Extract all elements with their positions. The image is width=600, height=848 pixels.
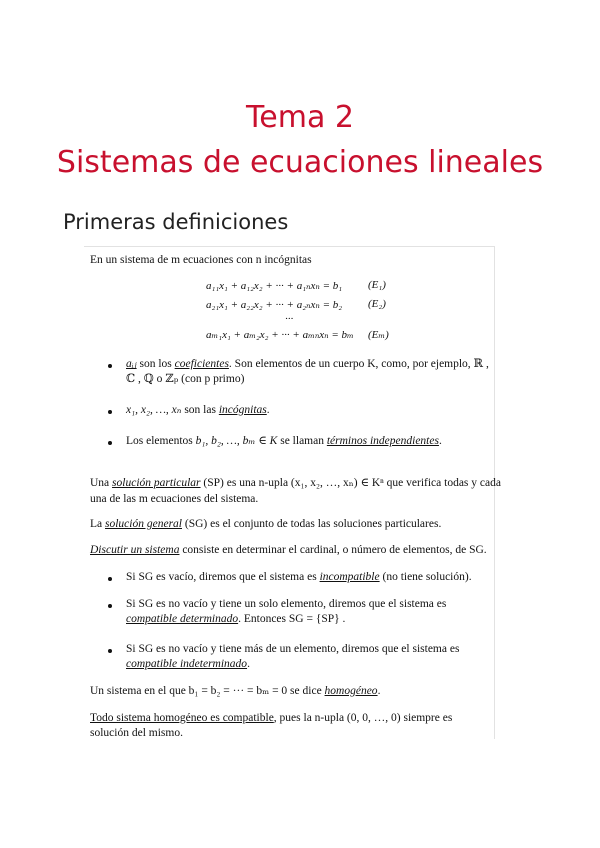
bullet-icon [108, 577, 112, 581]
text-span: . [438, 435, 442, 447]
section-heading: Primeras definiciones [63, 210, 289, 234]
text-span: La [90, 518, 106, 530]
particular-solution-link: solución particular [112, 477, 201, 489]
discuss-system-link: Discutir un sistema [90, 544, 180, 556]
particular-solution-line [90, 476, 501, 490]
text-span: Un sistema en el que b₁ = b₂ = ··· = bₘ = 0 se dice [90, 685, 325, 697]
text-span: . [377, 685, 381, 697]
chapter-title: Sistemas de ecuaciones lineales [56, 145, 544, 180]
text-span: (SP) es una n-upla (x₁, x₂, …, xₙ) ∈ Kⁿ que verifica todas y cada [200, 477, 501, 489]
unknowns-link: incógnitas [218, 404, 267, 416]
bullet-icon [108, 364, 112, 368]
independent-terms-link: términos independientes [326, 435, 439, 447]
fields-line: ℂ , ℚ o ℤₚ (con p primo) [126, 373, 245, 385]
homogeneous-compatible-line [90, 711, 452, 725]
math-span: x₁, x₂, …, xₙ [126, 404, 182, 416]
text-span: . [266, 404, 270, 416]
text-span: se llaman [277, 435, 327, 447]
text-span: (no tiene solución). [379, 571, 472, 583]
particular-solution-line-2: una de las m ecuaciones del sistema. [90, 493, 259, 505]
text-span: son las [181, 404, 219, 416]
unknowns-line [126, 403, 270, 417]
text-span: . Son elementos de un cuerpo K, como, por ejemplo, ℝ , [228, 358, 489, 370]
determined-line-2 [126, 612, 345, 626]
homogeneous-compatible-link: Todo sistema homogéneo es compatible [90, 712, 274, 724]
text-span: . [247, 658, 250, 670]
homogeneous-line [90, 684, 380, 698]
text-span: consiste en determinar el cardinal, o número de elementos, de SG. [179, 544, 487, 556]
equation-1: a₁₁x₁ + a₁₂x₂ + ··· + a₁ₙxₙ = b₁ [206, 280, 343, 292]
text-span: son los [136, 358, 175, 370]
equation-2-tag: (E₂) [368, 298, 386, 310]
equation-m-tag: (Eₘ) [368, 329, 389, 341]
compatible-indeterminado-link: compatible indeterminado [126, 658, 248, 670]
coefficients-link: coeficientes [174, 358, 229, 370]
intro-text: En un sistema de m ecuaciones con n incógnitas [90, 254, 312, 266]
coefficient-term: aᵢⱼ [126, 358, 137, 370]
general-solution-link: solución general [105, 518, 182, 530]
determined-line: Si SG es no vacío y tiene un solo elemento, diremos que el sistema es [126, 598, 447, 610]
math-span: b₁, b₂, …, bₘ ∈ K [195, 435, 278, 447]
indeterminate-line: Si SG es no vacío y tiene más de un elemento, diremos que el sistema es [126, 643, 460, 655]
text-span: Una [90, 477, 113, 489]
chapter-number-title: Tema 2 [246, 100, 354, 135]
incompatible-line [126, 570, 472, 584]
equation-ellipsis: ··· [285, 313, 294, 325]
bullet-icon [108, 649, 112, 653]
bullet-icon [108, 441, 112, 445]
independent-terms-line [126, 434, 442, 448]
equation-1-tag: (E₁) [368, 279, 386, 291]
text-span: (SG) es el conjunto de todas las soluciones particulares. [182, 518, 442, 530]
incompatible-link: incompatible [319, 571, 380, 583]
bullet-icon [108, 410, 112, 414]
indeterminate-line-2 [126, 657, 250, 671]
homogeneous-link: homogéneo [324, 685, 378, 697]
general-solution-line [90, 517, 441, 531]
text-span: , pues la n-upla (0, 0, …, 0) siempre es [273, 712, 453, 724]
text-span: Los elementos [126, 435, 196, 447]
homogeneous-compatible-line-2: solución del mismo. [90, 727, 183, 739]
discuss-system-line [90, 543, 487, 557]
equation-2: a₂₁x₁ + a₂₂x₂ + ··· + a₂ₙxₙ = b₂ [206, 299, 343, 311]
text-span: Si SG es vacío, diremos que el sistema es [126, 571, 320, 583]
compatible-determinado-link: compatible determinado [126, 613, 239, 625]
text-span: . Entonces SG = {SP} . [238, 613, 346, 625]
equation-m: aₘ₁x₁ + aₘ₂x₂ + ··· + aₘₙxₙ = bₘ [206, 329, 354, 341]
bullet-icon [108, 604, 112, 608]
definitions-panel [84, 246, 501, 739]
coefficients-line [126, 357, 489, 371]
